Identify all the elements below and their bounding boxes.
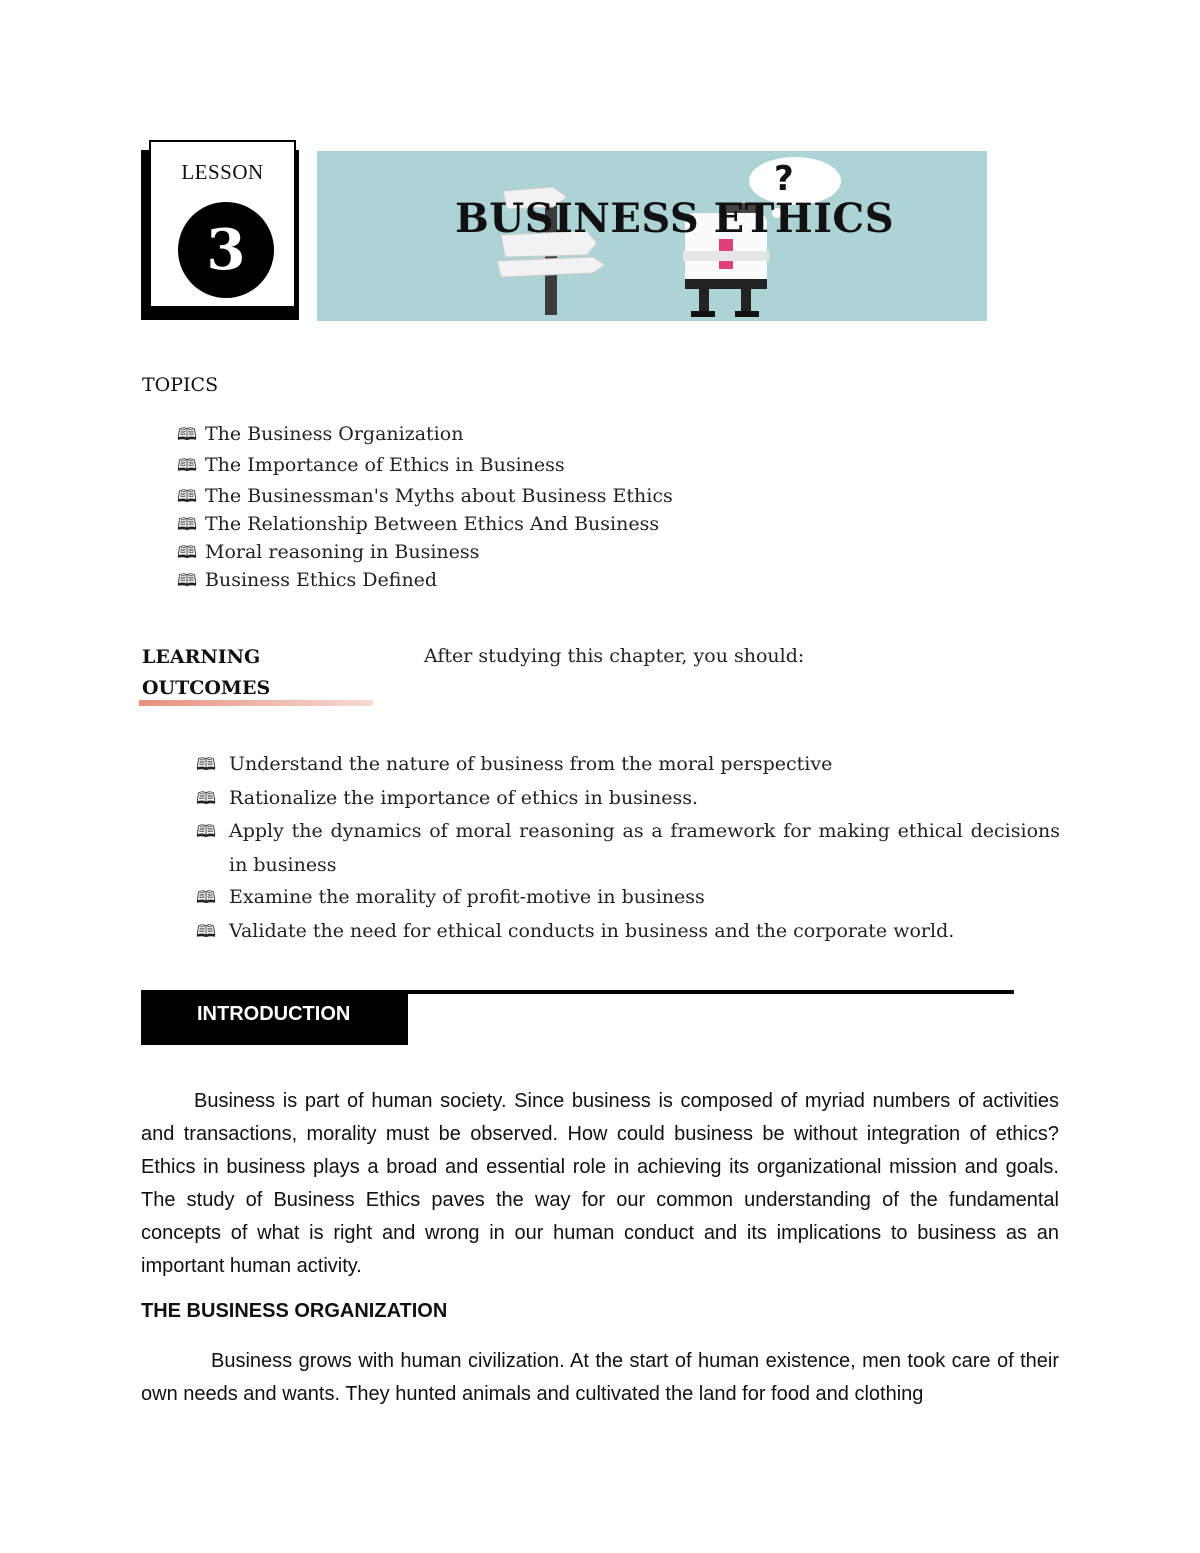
list-item: [196, 881, 1060, 915]
open-book-icon: 🕮: [196, 921, 217, 942]
introduction-paragraph: Business is part of human society. Since business is composed of myriad numbers of activities and transactions, morality must be observed. How could business be without integration of ethics? Ethics in business plays a broad and essential role in achieving its organizational mission and goals. The study of Business Ethics paves the way for our common understanding of the fundamental concepts of what is right and wrong in our human conduct and its implications to business as an important human activity.: [141, 1090, 1059, 1277]
learning-outcomes-heading-line1: LEARNING: [142, 646, 261, 668]
open-book-icon: 🕮: [177, 487, 198, 507]
list-item: [177, 482, 673, 510]
learning-outcomes-list: [196, 748, 1060, 948]
open-book-icon: 🕮: [177, 425, 198, 445]
lesson-badge: [149, 140, 296, 308]
topic-text: The Importance of Ethics in Business: [205, 454, 565, 476]
business-organization-heading: THE BUSINESS ORGANIZATION: [141, 1300, 448, 1322]
open-book-icon: 🕮: [177, 543, 198, 563]
outcome-text: Understand the nature of business from the moral perspective: [229, 753, 833, 775]
list-item: [196, 748, 1060, 782]
outcome-text: Validate the need for ethical conducts in business and the corporate world.: [229, 919, 955, 942]
question-mark-icon: ?: [774, 159, 794, 199]
outcome-text: Examine the morality of profit-motive in business: [229, 886, 705, 908]
introduction-label: INTRODUCTION: [197, 1003, 351, 1025]
open-book-icon: 🕮: [196, 788, 217, 809]
list-item: [196, 815, 1060, 881]
outcome-text: Rationalize the importance of ethics in business.: [229, 786, 699, 809]
outcome-text: Apply the dynamics of moral reasoning as a framework for making ethical decisions in business: [229, 820, 1060, 876]
open-book-icon: 🕮: [177, 456, 198, 476]
list-item: [177, 566, 673, 597]
topics-list: [177, 420, 673, 597]
topic-text: Business Ethics Defined: [205, 569, 438, 591]
open-book-icon: 🕮: [196, 888, 217, 908]
list-item: [177, 538, 673, 566]
open-book-icon: 🕮: [177, 515, 198, 535]
business-organization-paragraph: Business grows with human civilization. At the start of human existence, men took care of their own needs and wants. They hunted animals and cultivated the land for food and clothing: [141, 1350, 1059, 1405]
open-book-icon: 🕮: [177, 571, 198, 591]
banner-title: BUSINESS ETHICS: [455, 195, 895, 242]
learning-outcomes-heading: [142, 642, 270, 704]
introduction-label-block: [141, 990, 408, 1045]
open-book-icon: 🕮: [196, 822, 217, 842]
heading-underline: [139, 700, 373, 706]
list-item: [196, 782, 1060, 816]
topic-text: The Relationship Between Ethics And Business: [205, 513, 660, 535]
list-item: [196, 915, 1060, 949]
open-book-icon: 🕮: [196, 755, 217, 775]
lesson-label: LESSON: [181, 160, 264, 184]
learning-outcomes-heading-line2: OUTCOMES: [142, 677, 271, 699]
topic-text: The Businessman's Myths about Business Ethics: [205, 485, 673, 507]
learning-outcomes-intro: After studying this chapter, you should:: [424, 645, 805, 667]
topic-text: Moral reasoning in Business: [205, 541, 480, 563]
lesson-number: 3: [178, 202, 274, 298]
list-item: [177, 451, 673, 482]
list-item: [177, 510, 673, 538]
banner-image: [317, 151, 987, 321]
topics-heading: TOPICS: [142, 374, 219, 396]
topic-text: The Business Organization: [205, 423, 464, 445]
list-item: [177, 420, 673, 451]
